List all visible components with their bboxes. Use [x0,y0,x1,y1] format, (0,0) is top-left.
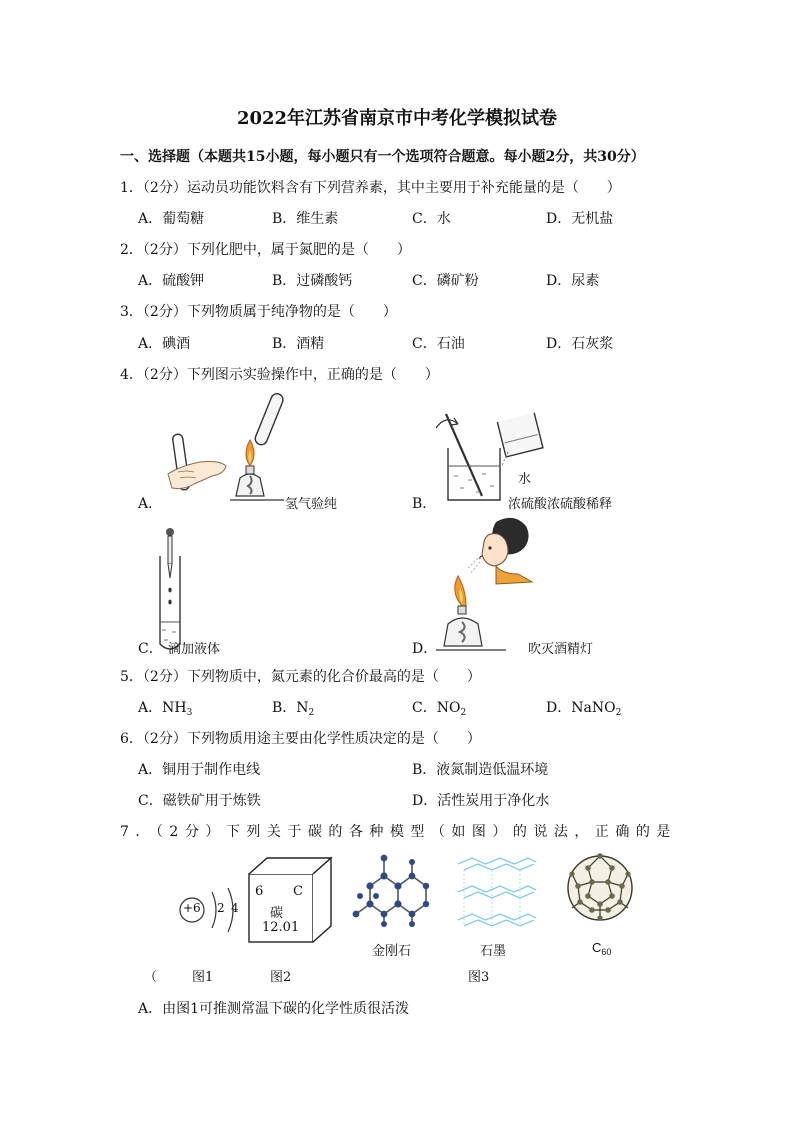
question-6-stem: 6．（2分）下列物质用途主要由化学性质决定的是（ ） [120,731,481,747]
cube-name: 碳 [270,906,284,921]
q4-option-a: A． [138,496,163,512]
q3-option-d: D．石灰浆 [546,336,614,352]
question-1-stem: 1．（2分）运动员功能饮料含有下列营养素，其中主要用于补充能量的是（ ） [120,180,621,196]
atom-shell-1: 2 [217,901,225,915]
q5-option-d: D．NaNO$_2$ [546,700,622,718]
q4-option-d: D． [412,641,438,657]
fig1-label: 图1 [192,970,214,985]
cube-symbol: C [293,884,303,899]
q3-option-a: A．碘酒 [138,336,191,352]
c60-structure-figure [564,852,636,924]
question-2-stem: 2．（2分）下列化肥中，属于氮肥的是（ ） [120,242,411,258]
fig3-label: 图3 [468,970,490,985]
q6-option-a: A．铜用于制作电线 [138,762,261,778]
graphite-structure-figure [454,854,540,934]
section-heading: 一、选择题（本题共15小题，每小题只有一个选项符合题意。每小题2分，共30分） [120,149,645,165]
q1-option-a: A．葡萄糖 [138,211,205,227]
q2-option-b: B．过磷酸钙 [272,273,353,289]
graphite-label: 石墨 [480,944,507,959]
page-title: 2022年江苏省南京市中考化学模拟试卷 [236,108,558,129]
diamond-structure-figure [350,852,434,928]
q2-option-a: A．硫酸钾 [138,273,205,289]
q6-option-d: D．活性炭用于净化水 [412,793,550,809]
q5-option-a: A．$NH_3$ [138,700,193,718]
c60-label: $C_{60}$ [592,940,612,957]
q7-option-a: A．由图1可推测常温下碳的化学性质很活泼 [138,1001,410,1017]
q3-option-c: C．石油 [412,336,465,352]
q7-open-paren: （ [144,970,158,985]
q1-option-c: C．水 [412,211,451,227]
question-7-stem: 7．（2分）下列关于碳的各种模型（如图）的说法，正确的是 [120,824,677,840]
question-5-stem: 5．（2分）下列物质中，氮元素的化合价最高的是（ ） [120,669,481,685]
cube-mass: 12.01 [262,920,300,935]
dropping-liquid-figure [150,526,190,654]
q2-option-d: D．尿素 [546,273,600,289]
q1-option-d: D．无机盐 [546,211,614,227]
cube-atomic-number: 6 [255,884,264,899]
question-4-stem: 4．（2分）下列图示实验操作中，正确的是（ ） [120,367,439,383]
fig2-label: 图2 [270,970,292,985]
question-3-stem: 3．（2分）下列物质属于纯净物的是（ ） [120,304,397,320]
q6-option-c: C．磁铁矿用于炼铁 [138,793,261,809]
fig-b-label-water: 水 [518,472,532,487]
q4-option-b: B． [412,496,437,512]
atom-shell-2: 4 [231,901,239,915]
fig-c-label: 滴加液体 [168,642,221,657]
fig-b-label: 浓硫酸浓硫酸稀释 [508,497,613,512]
blowing-out-lamp-figure [436,512,546,658]
q2-option-c: C．磷矿粉 [412,273,479,289]
q4-option-c: C． [138,641,163,657]
q1-option-b: B．维生素 [272,211,339,227]
fig-a-label: 氢气验纯 [285,497,338,512]
q5-option-c: C．$NO_2$ [412,700,467,718]
fig-d-label: 吹灭酒精灯 [528,642,594,657]
atom-nucleus-charge: +6 [183,901,201,915]
q3-option-b: B．酒精 [272,336,325,352]
q5-option-b: B．$N_2$ [272,700,315,718]
diamond-label: 金刚石 [372,944,412,959]
q6-option-b: B．液氮制造低温环境 [412,762,549,778]
